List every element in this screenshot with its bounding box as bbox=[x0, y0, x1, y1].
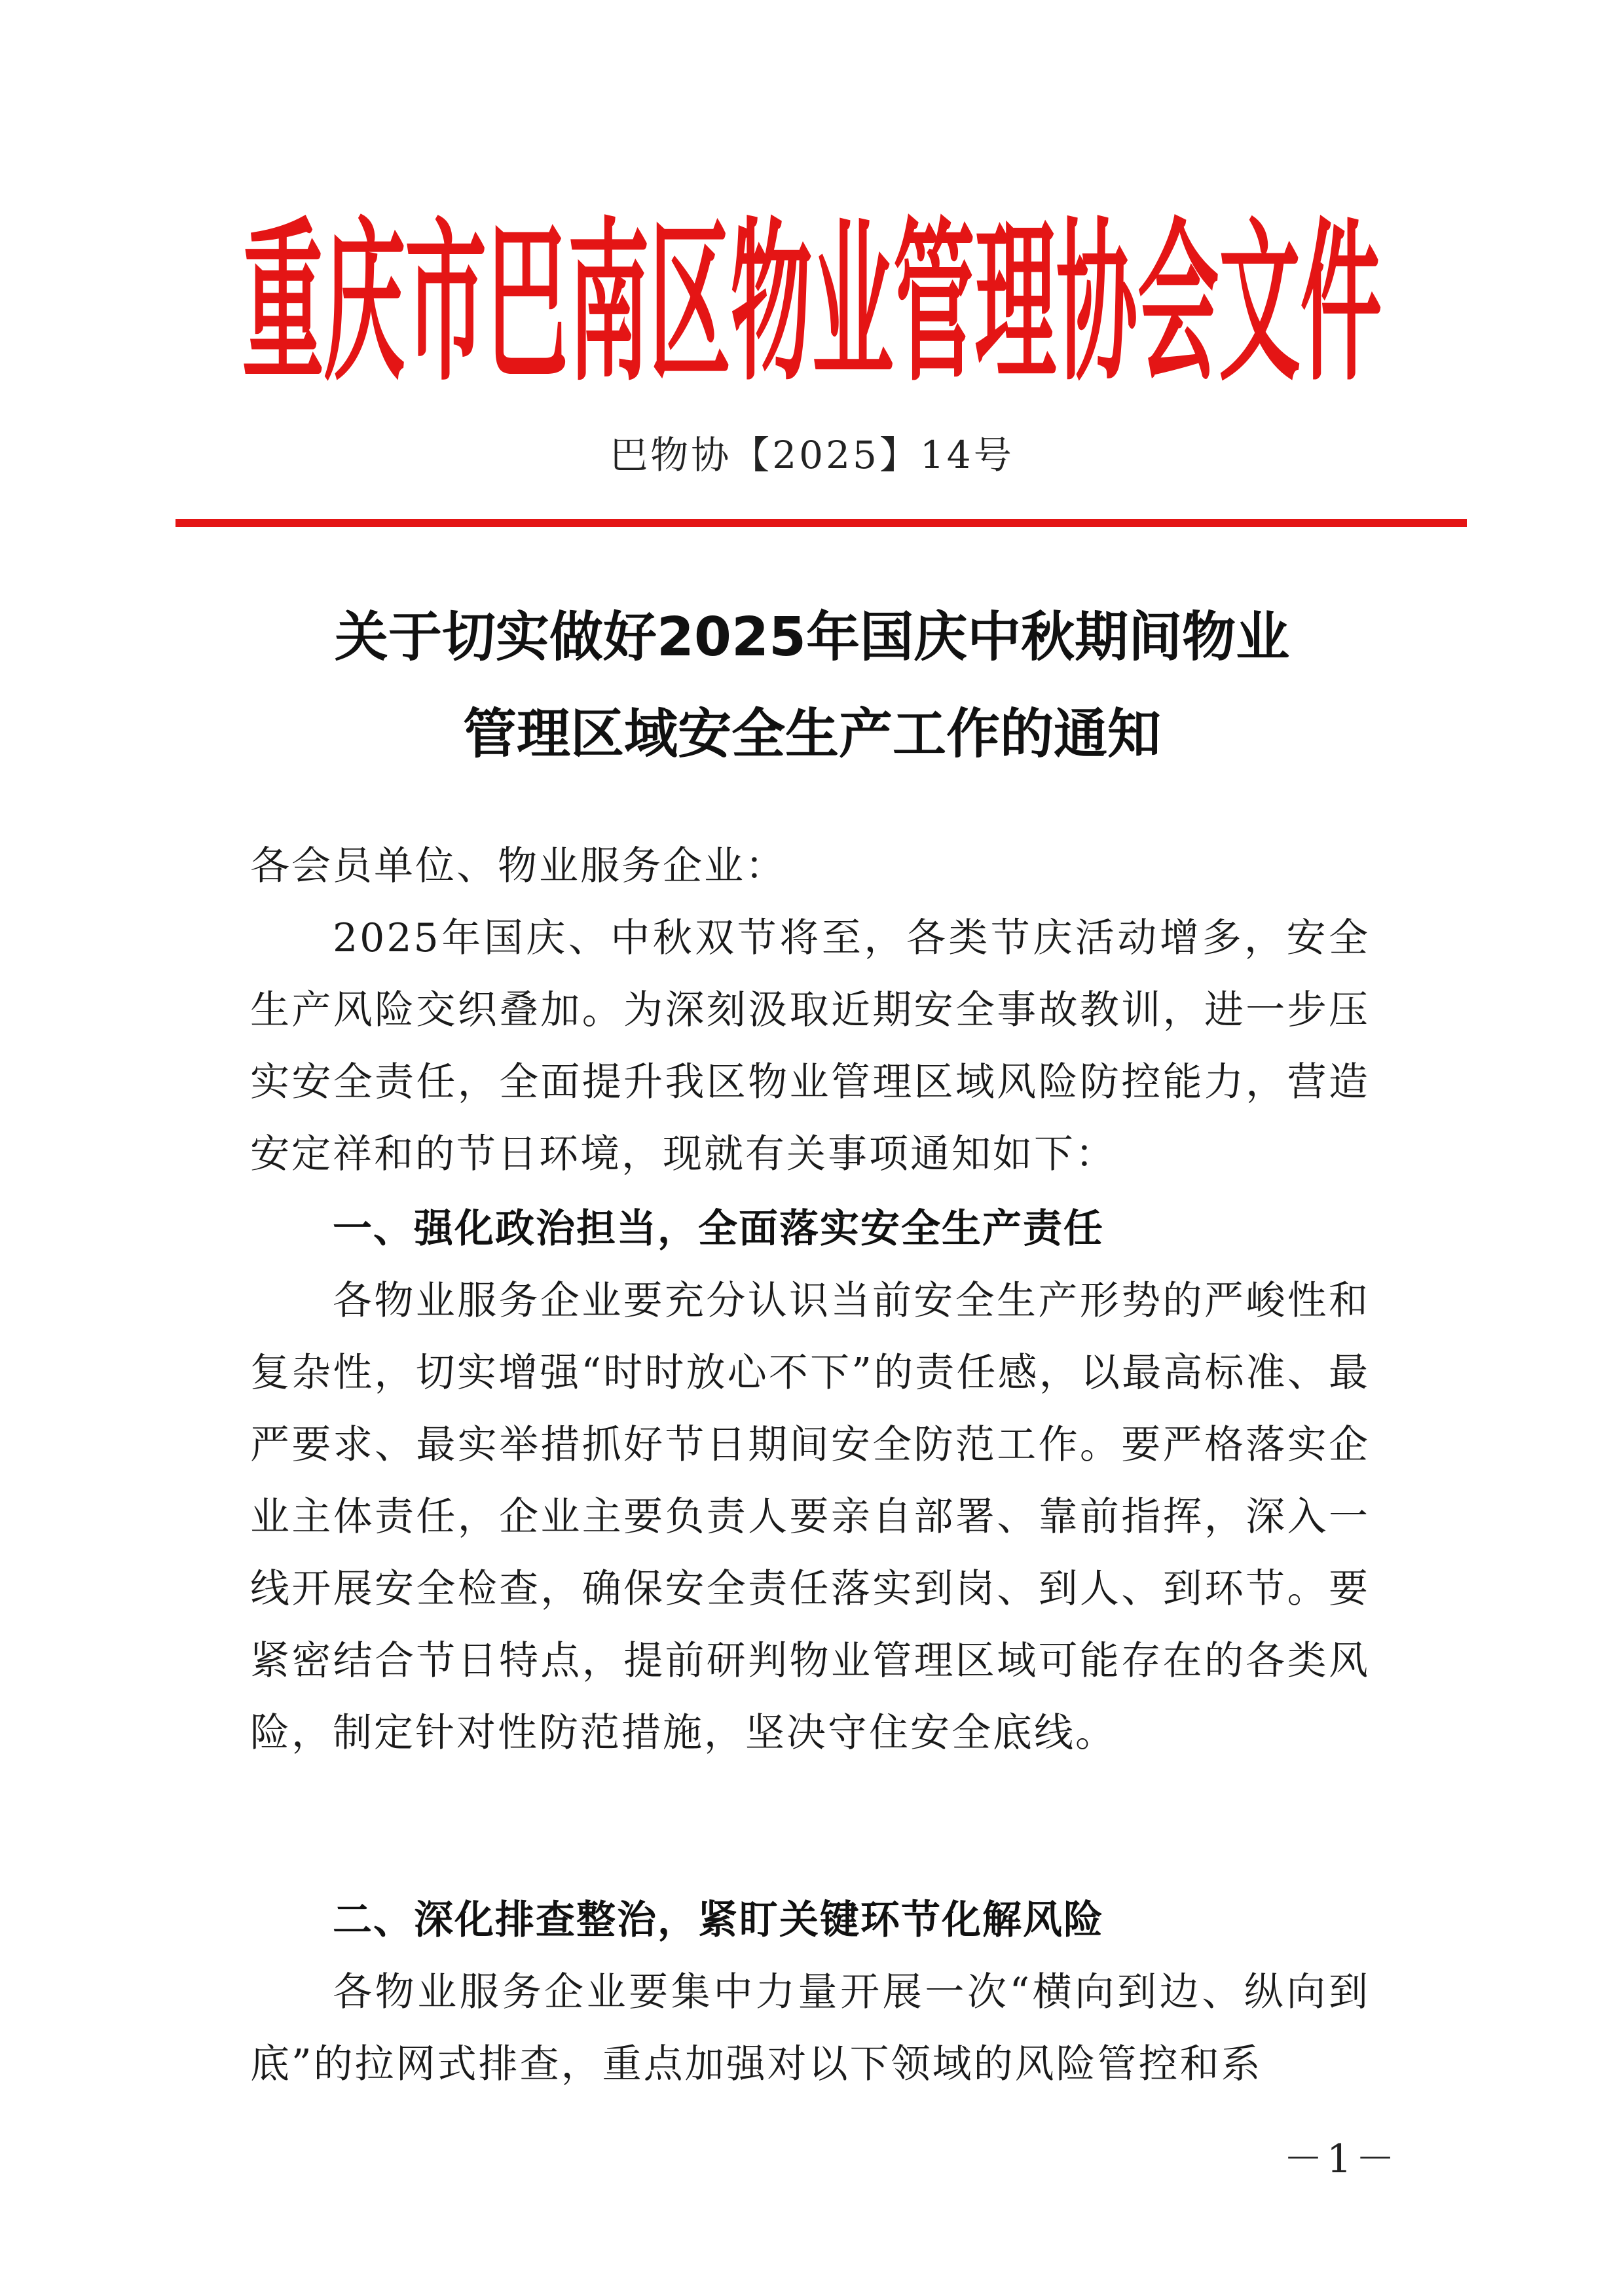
masthead-svg bbox=[236, 167, 1388, 416]
section-1-heading: 一、强化政治担当，全面落实安全生产责任 bbox=[333, 1206, 1104, 1252]
red-separator-line bbox=[175, 519, 1467, 527]
section-2-paragraph: 各物业服务企业要集中力量开展一次“横向到边、纵向到底”的拉网式排查，重点加强对以下领域的风险管控和系 bbox=[250, 1969, 1370, 2087]
title-line-1: 关于切实做好2025年国庆中秋期间物业 bbox=[334, 606, 1290, 668]
issuer-masthead bbox=[236, 167, 1388, 416]
salutation: 各会员单位、物业服务企业： bbox=[250, 843, 786, 889]
section-1-paragraph: 各物业服务企业要充分认识当前安全生产形势的严峻性和复杂性，切实增强“时时放心不下”的责任感，以最高标准、最严要求、最实举措抓好节日期间安全防范工作。要严格落实企业主体责任，企业主要负责人要亲自部署、靠前指挥，深入一线开展安全检查，确保安全责任落实到岗、到人、到环节。要紧密结合节日特点，提前研判物业管理区域可能存在的各类风险，制定针对性防范措施，坚决守住安全底线。 bbox=[250, 1278, 1370, 1756]
document-number: 巴物协【2025】14号 bbox=[610, 433, 1014, 477]
notice-title bbox=[0, 589, 1624, 783]
intro-paragraph: 2025年国庆、中秋双节将至，各类节庆活动增多，安全生产风险交织叠加。为深刻汲取近期安全事故教训，进一步压实安全责任，全面提升我区物业管理区域风险防控能力，营造安定祥和的节日环境，现就有关事项通知如下： bbox=[250, 915, 1370, 1177]
page-number: －1－ bbox=[1283, 2136, 1399, 2182]
section-2-heading: 二、深化排查整治，紧盯关键环节化解风险 bbox=[333, 1897, 1104, 1943]
issuer-title: 重庆市巴南区物业管理协会文件 bbox=[242, 202, 1382, 405]
title-line-2: 管理区域安全生产工作的通知 bbox=[462, 703, 1161, 765]
